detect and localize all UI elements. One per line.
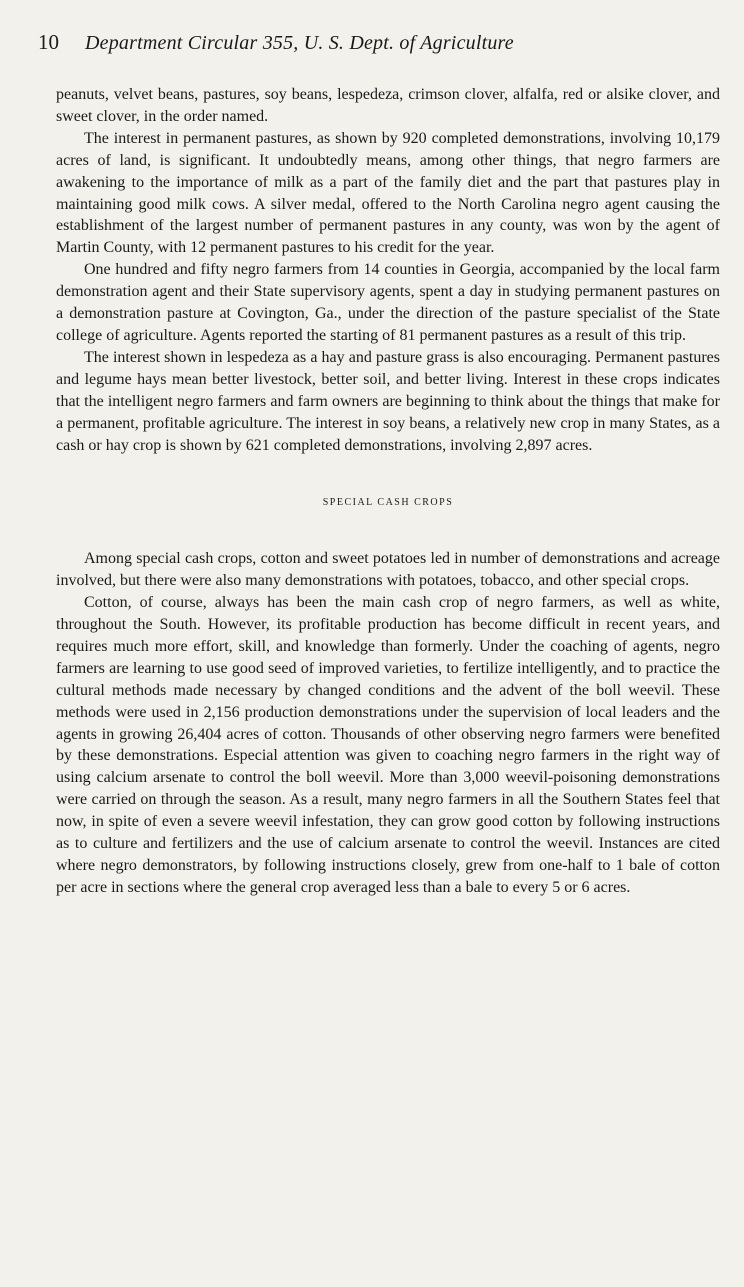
running-head: Department Circular 355, U. S. Dept. of Agriculture — [85, 32, 514, 54]
paragraph: The interest shown in lespedeza as a hay and pasture grass is also encouraging. Permanent pastures and legume hays mean better livestock, better soil, and better living. Interest in these crops indicates that the intelligent negro farmers and farm owners are beginning to think about the things that make for a permanent, profitable agriculture. The interest in soy beans, a relatively new crop in many States, as a cash or hay crop is shown by 621 completed demonstrations, involving 2,897 acres. — [56, 348, 720, 454]
paragraph: Among special cash crops, cotton and sweet potatoes led in number of demonstrations and acreage involved, but there were also many demonstrations with potatoes, tobacco, and other special crops. — [56, 550, 720, 590]
page-number: 10 — [38, 30, 59, 54]
paragraph: Cotton, of course, always has been the main cash crop of negro farmers, as well as white, throughout the South. However, its profitable production has become difficult in recent years, and requires much more effort, skill, and knowledge than formerly. Under the coaching of agents, negro farmers are learning to use good seed of improved varieties, to fertilize intelligently, and to practice the cultural methods made necessary by changed conditions and the advent of the boll weevil. These methods were used in 2,156 production demonstrations under the supervision of local leaders and the agents in growing 26,404 acres of cotton. Thousands of other observing negro farmers were benefited by these demonstrations. Especial attention was given to coaching negro farmers in the right way of using calcium arsenate to control the boll weevil. More than 3,000 weevil-poisoning demonstrations were carried on through the season. As a result, many negro farmers in all the Southern States feel that now, in spite of even a severe weevil infestation, they can grow good cotton by following instructions as to culture and fertilizers and the use of calcium arsenate to control the weevil. Instances are cited where negro demonstrators, by following instructions closely, grew from one-half to 1 bale of cotton per acre in sections where the general crop averaged less than a bale to every 5 or 6 acres. — [56, 594, 720, 896]
body-text — [56, 84, 720, 899]
paragraph: The interest in permanent pastures, as shown by 920 completed demonstrations, involving 10,179 acres of land, is significant. It undoubtedly means, among other things, that negro farmers are awakening to the importance of milk as a part of the family diet and the part that pastures play in maintaining good milk cows. A silver medal, offered to the North Carolina negro agent causing the establishment of the largest number of permanent pastures in any county, was won by the agent of Martin County, with 12 permanent pastures to his credit for the year. — [56, 129, 720, 257]
section-heading: SPECIAL CASH CROPS — [322, 497, 454, 509]
paragraph: One hundred and fifty negro farmers from 14 counties in Georgia, accompanied by the local farm demonstration agent and their State supervisory agents, spent a day in studying permanent pastures on a demonstration pasture at Covington, Ga., under the direction of the pasture specialist of the State college of agriculture. Agents reported the starting of 81 permanent pastures as a result of this trip. — [56, 261, 720, 344]
page-header — [38, 30, 718, 64]
paragraph: peanuts, velvet beans, pastures, soy beans, lespedeza, crimson clover, alfalfa, red or alsike clover, and sweet clover, in the order named. — [56, 86, 720, 125]
